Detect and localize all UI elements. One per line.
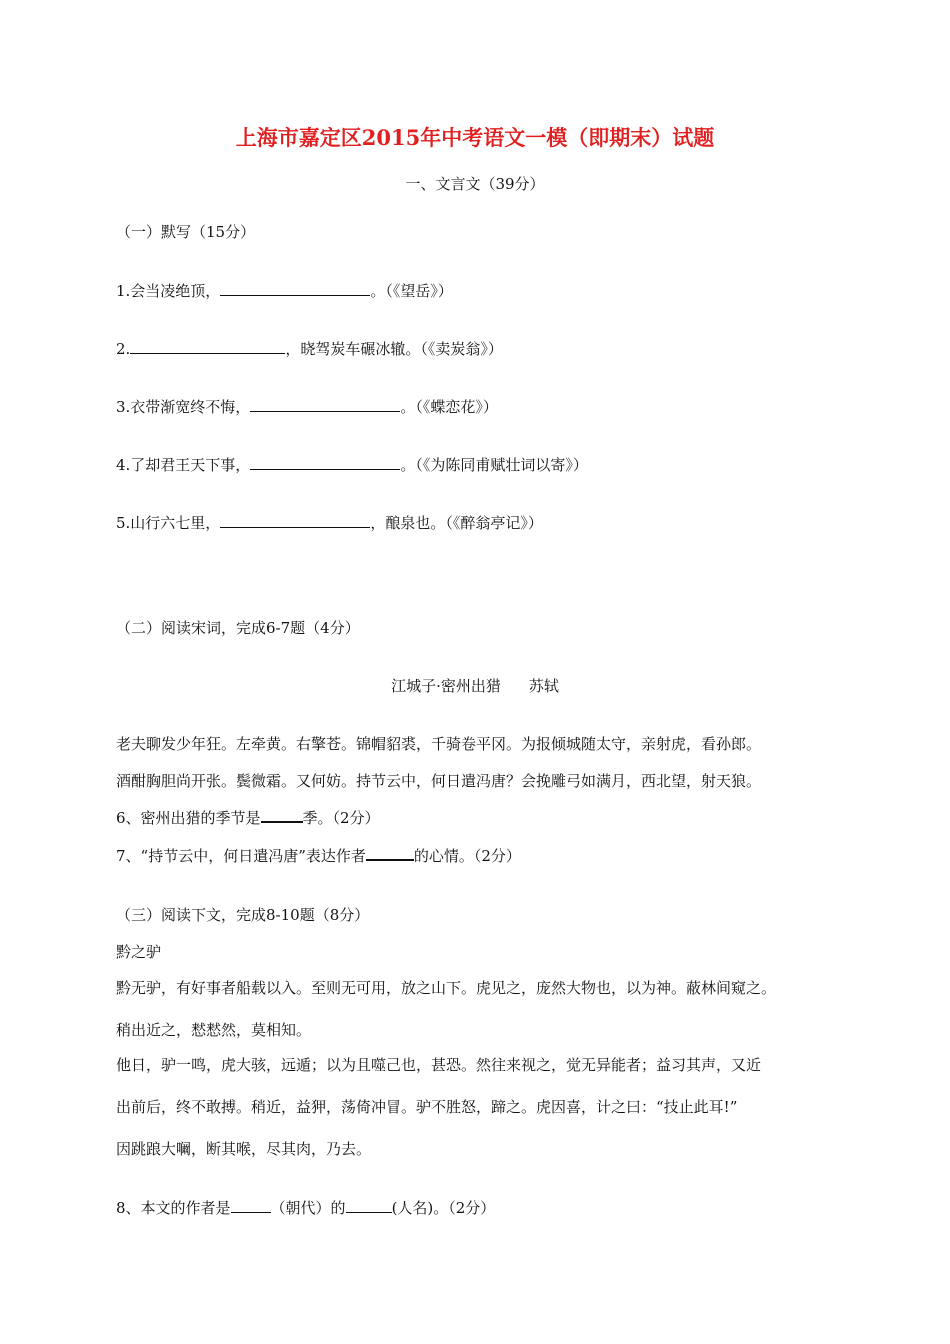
- question-4-source: 。（《为陈同甫赋壮词以寄》）: [400, 456, 588, 474]
- question-8-suffix: (人名)。（2分）: [391, 1199, 496, 1217]
- question-3-blank[interactable]: [250, 396, 400, 412]
- question-3-text: 3.衣带渐宽终不悔，: [116, 398, 251, 416]
- question-7-blank[interactable]: [366, 844, 414, 861]
- question-3-source: 。（《蝶恋花》）: [400, 398, 498, 416]
- question-1-text: 1.会当凌绝顶，: [116, 282, 221, 300]
- question-7-text: 7、“持节云中，何日遣冯唐”表达作者: [116, 847, 366, 865]
- question-8: [116, 1197, 495, 1218]
- poem-title: 江城子·密州出猎: [391, 677, 501, 695]
- poem-author: 苏轼: [528, 677, 559, 695]
- question-5-source: ，酿泉也。（《醉翁亭记》）: [370, 514, 543, 532]
- question-5-blank[interactable]: [220, 512, 370, 528]
- question-6-text: 6、密州出猎的季节是: [116, 809, 261, 827]
- paragraph-2-line-2: 出前后，终不敢搏。稍近，益狎，荡倚冲冒。驴不胜怒，蹄之。虎因喜，计之曰：“技止此耳!”: [116, 1098, 738, 1116]
- part1-heading: （一）默写（15分）: [116, 223, 256, 241]
- question-4-text: 4.了却君王天下事，: [116, 456, 251, 474]
- question-4: [116, 454, 588, 475]
- paragraph-2-line-1: 他日，驴一鸣，虎大骇，远遁；以为且噬己也，甚恐。然往来视之，觉无异能者；益习其声，又近: [116, 1056, 762, 1074]
- question-8-middle: （朝代）的: [270, 1199, 346, 1217]
- question-6-blank[interactable]: [261, 806, 303, 823]
- question-8-blank-name[interactable]: [346, 1197, 392, 1213]
- question-5: [116, 512, 543, 533]
- text-title: 黔之驴: [116, 943, 162, 961]
- paragraph-2-line-3: 因跳踉大㘎，断其喉，尽其肉，乃去。: [116, 1140, 372, 1158]
- question-7: [116, 844, 521, 866]
- question-1-source: 。（《望岳》）: [370, 282, 453, 300]
- question-2-number: 2.: [116, 340, 131, 358]
- section-heading: 一、文言文（39分）: [405, 175, 545, 193]
- question-6-suffix: 季。（2分）: [302, 809, 380, 827]
- question-7-suffix: 的心情。（2分）: [413, 847, 521, 865]
- question-2-blank[interactable]: [130, 338, 285, 354]
- paragraph-1-line-1: 黔无驴，有好事者船载以入。至则无可用，放之山下。虎见之，庞然大物也，以为神。蔽林间窥之。: [116, 979, 777, 997]
- question-8-text: 8、本文的作者是: [116, 1199, 231, 1217]
- question-5-text: 5.山行六七里，: [116, 514, 221, 532]
- question-3: [116, 396, 498, 417]
- question-4-blank[interactable]: [250, 454, 400, 470]
- question-1-blank[interactable]: [220, 280, 370, 296]
- question-2: [116, 338, 503, 359]
- question-2-text: ，晓驾炭车碾冰辙。（《卖炭翁》）: [285, 340, 503, 358]
- poem-line-2: 酒酣胸胆尚开张。鬓微霜。又何妨。持节云中，何日遣冯唐？会挽雕弓如满月，西北望，射天狼。: [116, 772, 762, 790]
- paragraph-1-line-2: 稍出近之，慭慭然，莫相知。: [116, 1021, 312, 1039]
- part3-heading: （三）阅读下文，完成8-10题（8分）: [116, 906, 370, 924]
- question-6: [116, 806, 380, 828]
- document-title: 上海市嘉定区2015年中考语文一模（即期末）试题: [235, 125, 715, 150]
- poem-header: [0, 676, 950, 696]
- poem-line-1: 老夫聊发少年狂。左牵黄。右擎苍。锦帽貂裘，千骑卷平冈。为报倾城随太守，亲射虎，看孙郎。: [116, 735, 762, 753]
- part2-heading: （二）阅读宋词，完成6-7题（4分）: [116, 619, 360, 637]
- question-8-blank-dynasty[interactable]: [231, 1197, 271, 1213]
- question-1: [116, 280, 453, 301]
